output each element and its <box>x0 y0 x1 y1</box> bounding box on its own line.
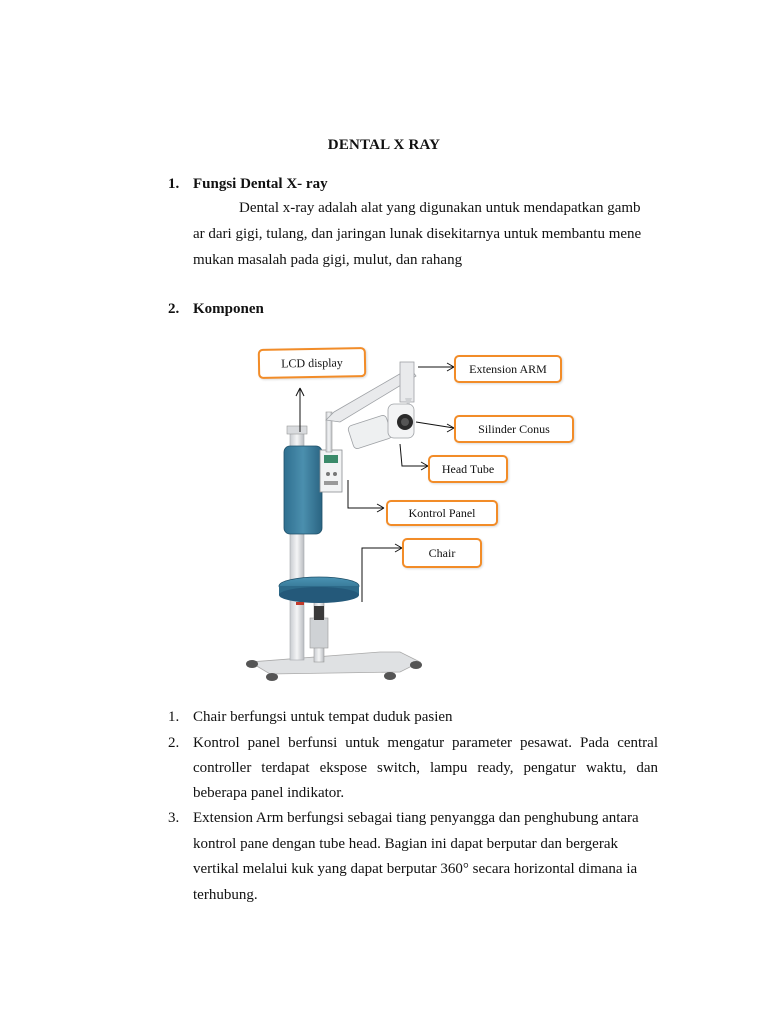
list-item-3-line-2: kontrol pane dengan tube head. Bagian ini dapat berputar dan bergerak <box>193 836 618 852</box>
list-item-2-line-1: Kontrol panel berfunsi untuk mengatur parameter pesawat. Pada central <box>193 735 658 751</box>
section-1-heading: Fungsi Dental X- ray <box>193 176 328 192</box>
label-extension-arm: Extension ARM <box>454 355 562 383</box>
list-item-1-line-1: Chair berfungsi untuk tempat duduk pasien <box>193 709 453 725</box>
page-title: DENTAL X RAY <box>327 137 441 153</box>
section-2-number: 2. <box>168 301 180 317</box>
list-item-2-line-2: controller terdapat ekspose switch, lampu ready, pengatur waktu, dan <box>193 760 658 776</box>
section-1-line-3: mukan masalah pada gigi, mulut, dan rahang <box>193 252 463 268</box>
list-item-3-line-4: terhubung. <box>193 887 258 903</box>
label-head-tube: Head Tube <box>428 455 508 483</box>
base <box>246 652 422 681</box>
list-item-1-number: 1. <box>168 709 180 725</box>
label-chair: Chair <box>402 538 482 568</box>
section-1-line-1: Dental x-ray adalah alat yang digunakan untuk mendapatkan gamb <box>239 200 641 216</box>
section-1-number: 1. <box>168 176 180 192</box>
label-silinder-conus: Silinder Conus <box>454 415 574 443</box>
section-1-line-2: ar dari gigi, tulang, dan jaringan lunak disekitarnya untuk membantu mene <box>193 226 642 242</box>
list-item-3-line-1: Extension Arm berfungsi sebagai tiang penyangga dan penghubung antara <box>193 810 639 826</box>
label-lcd-display: LCD display <box>258 347 367 379</box>
list-item-2-line-3: beberapa panel indikator. <box>193 785 345 801</box>
back-pad <box>284 446 322 534</box>
label-kontrol-panel: Kontrol Panel <box>386 500 498 526</box>
section-2-heading: Komponen <box>193 301 264 317</box>
list-item-2-number: 2. <box>168 735 180 751</box>
list-item-3-number: 3. <box>168 810 180 826</box>
list-item-3-line-3: vertikal melalui kuk yang dapat berputar 360° secara horizontal dimana ia <box>193 861 638 877</box>
